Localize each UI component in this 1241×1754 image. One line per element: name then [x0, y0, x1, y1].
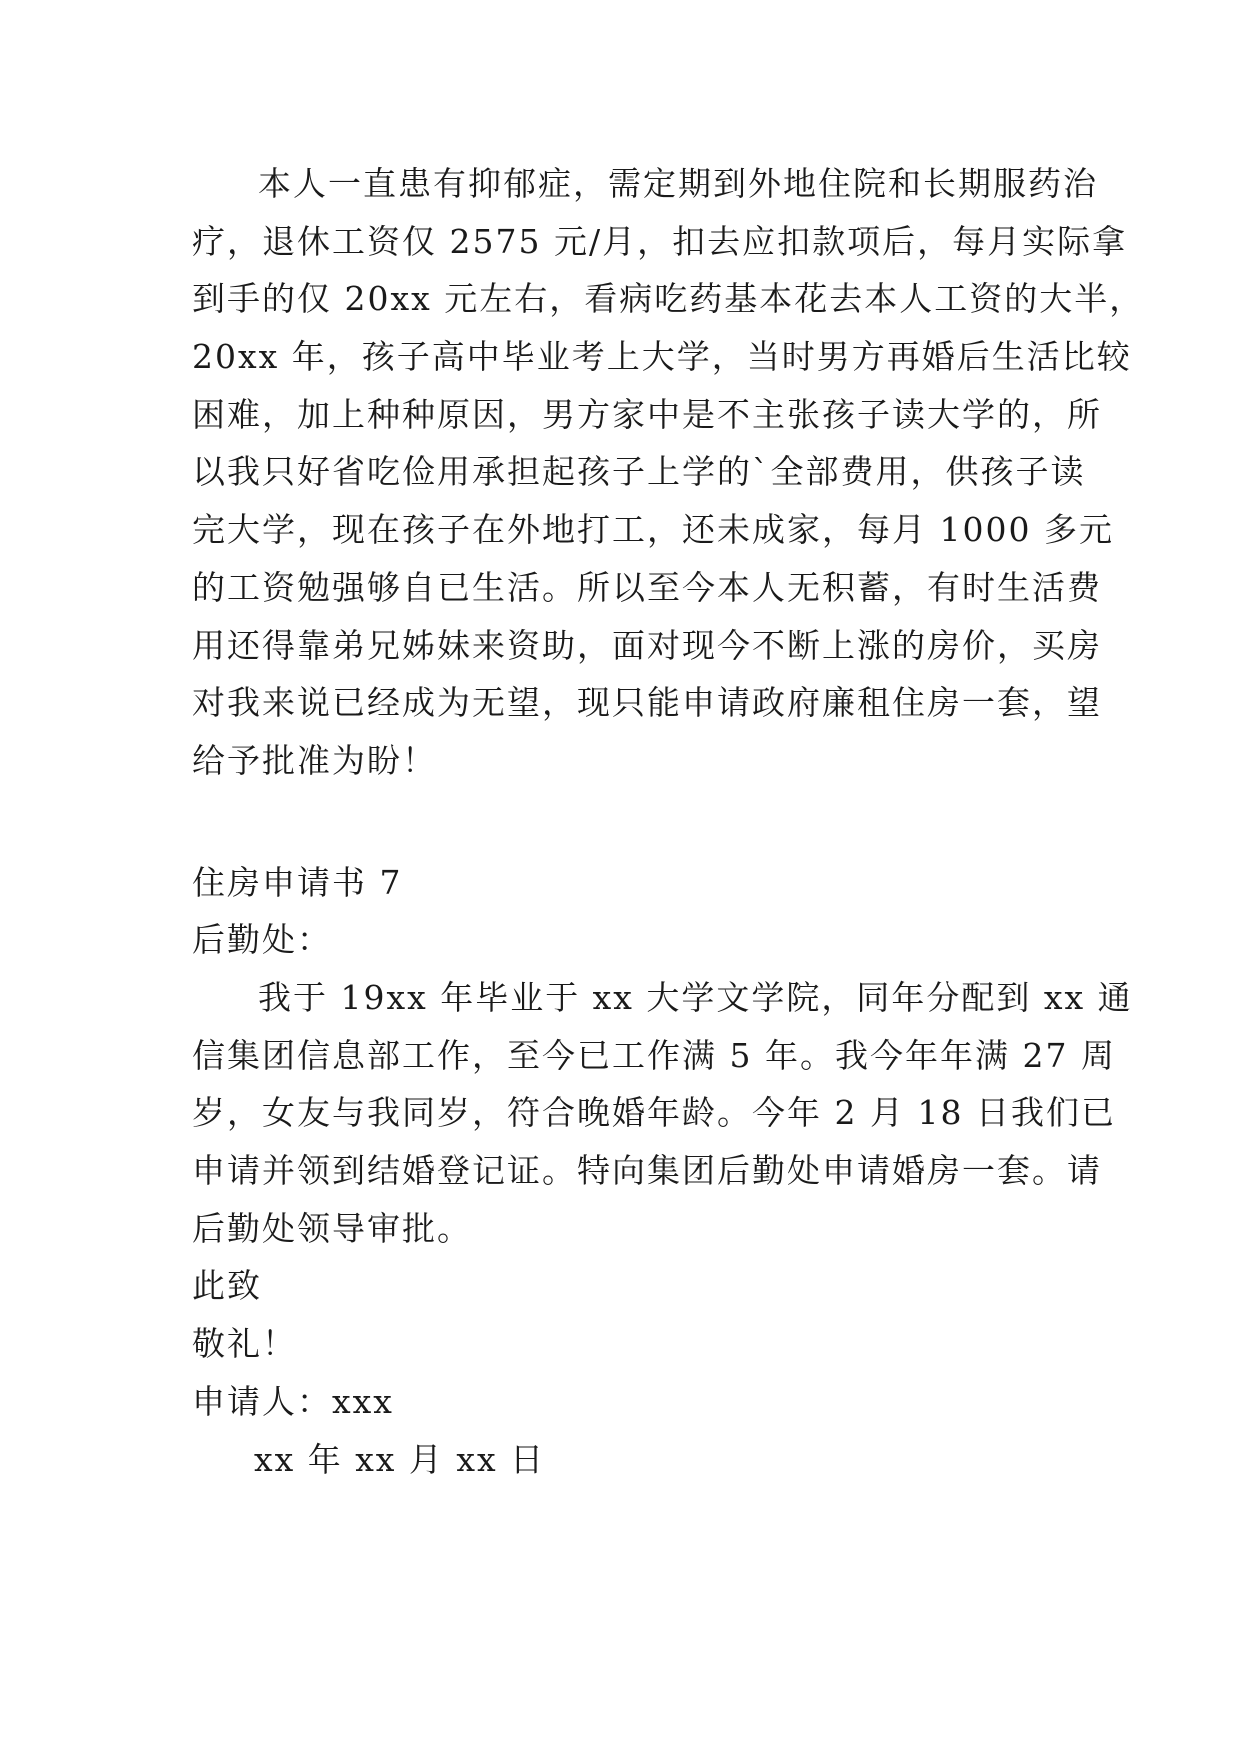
- paragraph-1-line-8: 的工资勉强够自已生活。所以至今本人无积蓄，有时生活费: [192, 568, 1102, 607]
- paragraph-2-line-5: 后勤处领导审批。: [192, 1209, 472, 1248]
- paragraph-1-line-1: 本人一直患有抑郁症，需定期到外地住院和长期服药治: [258, 164, 1098, 203]
- paragraph-1-line-6: 以我只好省吃俭用承担起孩子上学的`全部费用，供孩子读: [192, 452, 1086, 491]
- paragraph-1-line-11: 给予批准为盼！: [192, 741, 437, 780]
- paragraph-2-line-4: 申请并领到结婚登记证。特向集团后勤处申请婚房一套。请: [192, 1151, 1102, 1190]
- paragraph-2-line-3: 岁，女友与我同岁，符合晚婚年龄。今年 2 月 18 日我们已: [192, 1093, 1116, 1132]
- closing-salute: 敬礼！: [192, 1324, 297, 1363]
- paragraph-2-line-1: 我于 19xx 年毕业于 xx 大学文学院，同年分配到 xx 通: [258, 978, 1133, 1017]
- paragraph-2-line-2: 信集团信息部工作，至今已工作满 5 年。我今年年满 27 周: [192, 1036, 1116, 1075]
- section-title: 住房申请书 7: [192, 863, 403, 902]
- paragraph-1-line-5: 困难，加上种种原因，男方家中是不主张孩子读大学的，所: [192, 395, 1102, 434]
- applicant-signature: 申请人：xxx: [192, 1382, 394, 1421]
- paragraph-1-line-7: 完大学，现在孩子在外地打工，还未成家，每月 1000 多元: [192, 510, 1114, 549]
- paragraph-1-line-9: 用还得靠弟兄姊妹来资助，面对现今不断上涨的房价，买房: [192, 626, 1102, 665]
- paragraph-1-line-4: 20xx 年，孩子高中毕业考上大学，当时男方再婚后生活比较: [192, 337, 1132, 376]
- paragraph-1-line-10: 对我来说已经成为无望，现只能申请政府廉租住房一套，望: [192, 683, 1102, 722]
- paragraph-1-line-2: 疗，退休工资仅 2575 元/月，扣去应扣款项后，每月实际拿: [192, 222, 1128, 261]
- salutation: 后勤处：: [192, 920, 332, 959]
- application-date: xx 年 xx 月 xx 日: [254, 1440, 546, 1479]
- closing-greeting: 此致: [192, 1266, 262, 1305]
- paragraph-1-line-3: 到手的仅 20xx 元左右，看病吃药基本花去本人工资的大半，: [192, 279, 1145, 318]
